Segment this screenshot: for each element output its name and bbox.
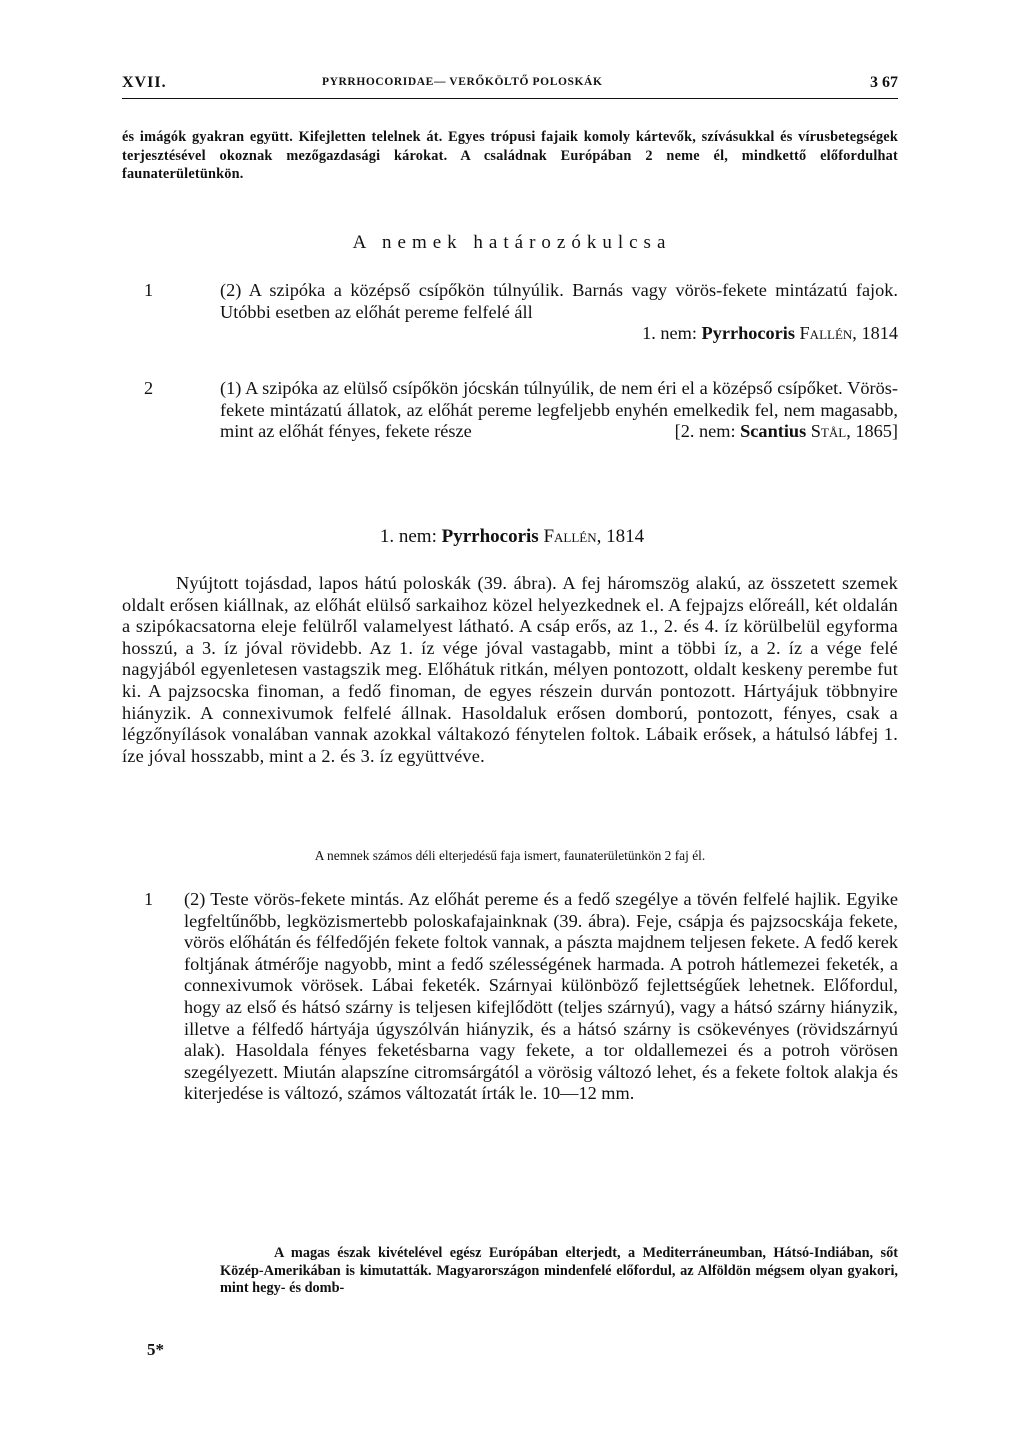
couplet-number: 1 (144, 889, 154, 909)
genus-heading-author: Fallén (543, 526, 597, 547)
genus-heading-year: , 1814 (596, 526, 645, 547)
couplet-description: (2) A szipóka a középső csípőkön túlnyúlik. Barnás vagy vörös-fekete mintázatú fajok. Utóbbi esetben az előhát pereme felfelé áll (220, 280, 898, 322)
genus-name: Scantius (740, 421, 807, 442)
couplet-number: 2 (144, 378, 154, 398)
genus-description (122, 573, 898, 767)
genus-description-text: Nyújtott tojásdad, lapos hátú poloskák (39. ábra). A fej háromszög alakú, az összetett szemek oldalt erősen kiállnak, az előhát elülső sarkaihoz közel helyezkednek el. A fejpajzs előreáll, két oldalán a szipókacsatorna eleje felülről valamelyest látható. A csáp erős, az 1., 2. és 4. íz körülbelül egyforma hosszú, a 3. íz jóval rövidebb. Az 1. íz vége jóval vastagabb, mint a többi íz, a 2. íz a vége felé nagyjából egyenletesen vastagszik meg. Előhátuk ritkán, mélyen pontozott, oldalt keskeny perembe fut ki. A pajzsocska finoman, a fedő finoman, de egyes részein durván pontozott. Hártyájuk többnyire hiányzik. A connexivumok felfelé állnak. Hasoldaluk erősen domború, pontozott, fényes, csak a légzőnyílások vonalában vannak azokkal váltakozó fénytelen foltok. Lábaik erősek, a hátulsó lábfej 1. íze jóval hosszabb, mint a 2. és 3. íz együttvéve. (122, 573, 898, 766)
intro-paragraph: és imágók gyakran együtt. Kifejletten telelnek át. Egyes trópusi fajaik komoly kártevők, szívásukkal és vírusbetegségek terjesztésével okoznak mezőgazdasági károkat. A családnak Európában 2 neme él, mindkettő előfordulhat faunaterületünkön. (122, 129, 898, 182)
running-head (122, 74, 898, 99)
distribution-note (220, 1245, 898, 1298)
printer-signature: 5* (147, 1340, 164, 1359)
couplet-result (220, 323, 898, 345)
genus-note: A nemnek számos déli elterjedésű faja ismert, faunaterületünkön 2 faj él. (314, 848, 706, 863)
key-couplet-1 (122, 280, 898, 370)
genus-heading-prefix: 1. nem: (379, 526, 442, 547)
couplet-text-block (220, 378, 898, 443)
result-prefix: 1. nem: (642, 323, 702, 344)
running-title: PYRRHOCORIDAE— VERŐKÖLTŐ POLOSKÁK (322, 76, 603, 88)
key-couplet-2 (122, 378, 898, 498)
couplet-text-block (220, 280, 898, 345)
distribution-note-text: A magas észak kivételével egész Európában elterjedt, a Mediterráneumban, Hátsó-Indiában, sőt Közép-Amerikában is kimutatták. Magyarországon mindenfelé előfordul, az Alföldön mégsem olyan gyakori, mint hegy- és domb- (220, 1245, 898, 1296)
couplet-number: 1 (144, 280, 154, 300)
chapter-number: XVII. (122, 74, 167, 91)
species-couplet-text: (2) Teste vörös-fekete mintás. Az előhát pereme és a fedő szegélye a tövén felfelé hajlik. Egyike legfeltűnőbb, legközismertebb poloskafajainknak (39. ábra). Feje, csápja és pajzsocskája fekete, vörös előhátán és félfedőjén fekete foltok vannak, a pászta majdnem teljesen fekete. A fedő kerek foltjának átmérője nagyobb, mint a fedő szélességének harmada. A potroh hátlemezei feketék, a connexivumok vörösek. Lábai feketék. Szárnyai különböző fejlettségűek lehetnek. Előfordul, hogy az első és hátsó szárny is teljesen kifejlődött (teljes szárnyú), vagy a hátsó szárny hiányzik, illetve a félfedő hártyája úgyszólván hiányzik, és a hátsó szárny is csökevényes (rövidszárnyú alak). Hasoldala fényes feketésbarna vagy fekete, a tor oldallemezei és a potroh vörösen szegélyezett. Miután alapszíne citromsárgától a vörösig változó lehet, és a fekete foltok alakja és kiterjedése is változó, számos változatát írták le. 10—12 mm. (184, 889, 898, 1104)
couplet-description: (1) A szipóka az elülső csípőkön jócskán túlnyúlik, de nem éri el a középső csípőket. Vörös-fekete mintázatú állatok, az előhát pereme legfeljebb enyhén emelkedik fel, nem magasabb, mint az előhát fényes, fekete része (220, 378, 898, 442)
genus-heading-name: Pyrrhocoris (441, 526, 539, 547)
page-number: 3 67 (870, 74, 898, 91)
author-name: Fallén (799, 323, 853, 344)
year: , 1865] (846, 421, 898, 442)
genus-name: Pyrrhocoris (701, 323, 795, 344)
year: , 1814 (852, 323, 898, 344)
genus-heading (0, 526, 1024, 548)
result-prefix: [2. nem: (674, 421, 741, 442)
key-title: A nemek határozókulcsa (352, 232, 672, 253)
author-name: Stål (810, 421, 847, 442)
